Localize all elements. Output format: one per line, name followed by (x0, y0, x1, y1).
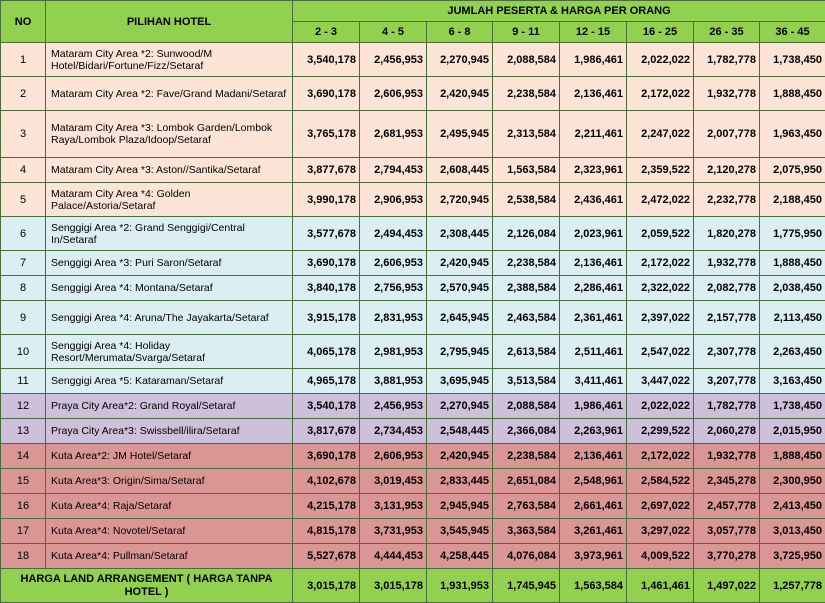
hotel-name: Mataram City Area *2: Sunwood/M Hotel/Bidari/Fortune/Fizz/Setaraf (46, 43, 293, 77)
price-cell: 3,973,961 (560, 544, 627, 569)
table-row (1, 251, 825, 276)
price-cell: 2,075,950 (760, 158, 825, 183)
total-price: 1,461,461 (627, 569, 694, 603)
hotel-name: Kuta Area*2: JM Hotel/Setaraf (46, 444, 293, 469)
price-cell: 1,888,450 (760, 444, 825, 469)
price-cell: 3,725,950 (760, 544, 825, 569)
price-cell: 3,770,278 (694, 544, 760, 569)
price-cell: 2,756,953 (360, 276, 427, 301)
price-cell: 2,831,953 (360, 301, 427, 335)
price-cell: 1,986,461 (560, 43, 627, 77)
total-price: 1,497,022 (694, 569, 760, 603)
price-cell: 2,322,022 (627, 276, 694, 301)
price-cell: 3,207,778 (694, 369, 760, 394)
price-cell: 2,188,450 (760, 183, 825, 217)
hotel-name: Senggigi Area *4: Holiday Resort/Merumata/Svarga/Setaraf (46, 335, 293, 369)
price-cell: 2,413,450 (760, 494, 825, 519)
price-cell: 3,765,178 (293, 111, 360, 158)
price-cell: 2,613,584 (493, 335, 560, 369)
price-cell: 2,238,584 (493, 251, 560, 276)
price-cell: 3,690,178 (293, 251, 360, 276)
price-cell: 3,540,178 (293, 43, 360, 77)
total-row (1, 569, 825, 603)
price-cell: 2,323,961 (560, 158, 627, 183)
price-cell: 2,606,953 (360, 444, 427, 469)
table-body (1, 43, 825, 569)
price-cell: 2,022,022 (627, 394, 694, 419)
price-cell: 2,397,022 (627, 301, 694, 335)
table-row (1, 217, 825, 251)
table-row (1, 444, 825, 469)
hotel-name: Kuta Area*4: Pullman/Setaraf (46, 544, 293, 569)
total-price: 1,257,778 (760, 569, 825, 603)
price-cell: 1,738,450 (760, 43, 825, 77)
price-cell: 2,126,084 (493, 217, 560, 251)
price-cell: 2,608,445 (427, 158, 493, 183)
price-cell: 2,247,022 (627, 111, 694, 158)
price-cell: 1,782,778 (694, 394, 760, 419)
price-cell: 2,263,450 (760, 335, 825, 369)
price-cell: 2,734,453 (360, 419, 427, 444)
price-cell: 1,932,778 (694, 77, 760, 111)
price-cell: 2,232,778 (694, 183, 760, 217)
header-group: JUMLAH PESERTA & HARGA PER ORANG (293, 1, 825, 22)
price-cell: 1,963,450 (760, 111, 825, 158)
table-row (1, 158, 825, 183)
price-cell: 2,022,022 (627, 43, 694, 77)
price-cell: 2,300,950 (760, 469, 825, 494)
price-cell: 2,420,945 (427, 77, 493, 111)
price-cell: 3,163,450 (760, 369, 825, 394)
price-cell: 2,681,953 (360, 111, 427, 158)
price-cell: 2,697,022 (627, 494, 694, 519)
price-cell: 2,136,461 (560, 77, 627, 111)
table-row (1, 301, 825, 335)
price-cell: 2,495,945 (427, 111, 493, 158)
price-cell: 3,411,461 (560, 369, 627, 394)
price-cell: 2,286,461 (560, 276, 627, 301)
row-number: 8 (1, 276, 46, 301)
row-number: 16 (1, 494, 46, 519)
price-cell: 3,013,450 (760, 519, 825, 544)
price-cell: 2,136,461 (560, 444, 627, 469)
price-cell: 3,731,953 (360, 519, 427, 544)
price-cell: 1,563,584 (493, 158, 560, 183)
price-cell: 2,238,584 (493, 77, 560, 111)
price-cell: 3,690,178 (293, 444, 360, 469)
price-cell: 3,447,022 (627, 369, 694, 394)
price-cell: 2,023,961 (560, 217, 627, 251)
price-cell: 2,981,953 (360, 335, 427, 369)
price-cell: 1,738,450 (760, 394, 825, 419)
price-cell: 1,932,778 (694, 444, 760, 469)
price-cell: 2,651,084 (493, 469, 560, 494)
row-number: 15 (1, 469, 46, 494)
price-cell: 4,065,178 (293, 335, 360, 369)
price-cell: 1,775,950 (760, 217, 825, 251)
hotel-name: Senggigi Area *5: Kataraman/Setaraf (46, 369, 293, 394)
price-cell: 2,763,584 (493, 494, 560, 519)
table-row (1, 394, 825, 419)
row-number: 10 (1, 335, 46, 369)
price-cell: 3,690,178 (293, 77, 360, 111)
price-cell: 1,986,461 (560, 394, 627, 419)
hotel-name: Mataram City Area *3: Lombok Garden/Lombok Raya/Lombok Plaza/Idoop/Setaraf (46, 111, 293, 158)
price-cell: 2,361,461 (560, 301, 627, 335)
price-cell: 2,720,945 (427, 183, 493, 217)
row-number: 6 (1, 217, 46, 251)
table-row (1, 183, 825, 217)
price-cell: 3,990,178 (293, 183, 360, 217)
price-cell: 4,102,678 (293, 469, 360, 494)
price-cell: 2,270,945 (427, 394, 493, 419)
table-row (1, 111, 825, 158)
price-cell: 5,527,678 (293, 544, 360, 569)
table-row (1, 519, 825, 544)
price-cell: 3,057,778 (694, 519, 760, 544)
header-range: 9 - 11 (493, 22, 560, 43)
price-cell: 3,545,945 (427, 519, 493, 544)
header-range: 6 - 8 (427, 22, 493, 43)
price-cell: 2,172,022 (627, 251, 694, 276)
row-number: 7 (1, 251, 46, 276)
hotel-name: Senggigi Area *2: Grand Senggigi/Central In/Setaraf (46, 217, 293, 251)
price-cell: 3,881,953 (360, 369, 427, 394)
price-cell: 2,172,022 (627, 77, 694, 111)
header-range: 36 - 45 (760, 22, 825, 43)
price-cell: 2,548,961 (560, 469, 627, 494)
price-cell: 2,606,953 (360, 77, 427, 111)
price-cell: 2,795,945 (427, 335, 493, 369)
header-range: 4 - 5 (360, 22, 427, 43)
price-cell: 4,815,178 (293, 519, 360, 544)
table-row (1, 369, 825, 394)
price-cell: 1,820,278 (694, 217, 760, 251)
price-cell: 2,645,945 (427, 301, 493, 335)
price-cell: 2,088,584 (493, 43, 560, 77)
header-range: 12 - 15 (560, 22, 627, 43)
price-cell: 2,570,945 (427, 276, 493, 301)
row-number: 14 (1, 444, 46, 469)
price-cell: 2,420,945 (427, 251, 493, 276)
row-number: 11 (1, 369, 46, 394)
price-cell: 2,136,461 (560, 251, 627, 276)
price-cell: 2,547,022 (627, 335, 694, 369)
table-row (1, 77, 825, 111)
price-cell: 4,258,445 (427, 544, 493, 569)
price-cell: 2,345,278 (694, 469, 760, 494)
table-row (1, 43, 825, 77)
price-cell: 2,299,522 (627, 419, 694, 444)
header-hotel: PILIHAN HOTEL (46, 1, 293, 43)
price-cell: 2,157,778 (694, 301, 760, 335)
price-cell: 2,313,584 (493, 111, 560, 158)
price-cell: 2,457,778 (694, 494, 760, 519)
total-price: 1,931,953 (427, 569, 493, 603)
price-cell: 2,015,950 (760, 419, 825, 444)
price-cell: 2,388,584 (493, 276, 560, 301)
table-row (1, 494, 825, 519)
price-cell: 2,584,522 (627, 469, 694, 494)
hotel-name: Praya City Area*3: Swissbell/ilira/Setaraf (46, 419, 293, 444)
price-cell: 3,695,945 (427, 369, 493, 394)
price-cell: 4,444,453 (360, 544, 427, 569)
price-cell: 3,540,178 (293, 394, 360, 419)
price-cell: 4,009,522 (627, 544, 694, 569)
price-cell: 1,782,778 (694, 43, 760, 77)
price-cell: 4,076,084 (493, 544, 560, 569)
price-cell: 2,606,953 (360, 251, 427, 276)
price-cell: 2,456,953 (360, 43, 427, 77)
header-range: 2 - 3 (293, 22, 360, 43)
price-cell: 3,261,461 (560, 519, 627, 544)
price-cell: 4,215,178 (293, 494, 360, 519)
hotel-name: Senggigi Area *4: Montana/Setaraf (46, 276, 293, 301)
table-row (1, 335, 825, 369)
price-cell: 2,059,522 (627, 217, 694, 251)
hotel-name: Senggigi Area *3: Puri Saron/Setaraf (46, 251, 293, 276)
row-number: 17 (1, 519, 46, 544)
price-cell: 2,436,461 (560, 183, 627, 217)
price-cell: 2,211,461 (560, 111, 627, 158)
price-cell: 2,366,084 (493, 419, 560, 444)
price-cell: 3,363,584 (493, 519, 560, 544)
price-cell: 2,472,022 (627, 183, 694, 217)
price-cell: 3,915,178 (293, 301, 360, 335)
hotel-name: Kuta Area*4: Novotel/Setaraf (46, 519, 293, 544)
price-cell: 2,172,022 (627, 444, 694, 469)
total-price: 1,563,584 (560, 569, 627, 603)
price-cell: 2,082,778 (694, 276, 760, 301)
price-cell: 2,263,961 (560, 419, 627, 444)
hotel-name: Senggigi Area *4: Aruna/The Jayakarta/Setaraf (46, 301, 293, 335)
price-cell: 2,548,445 (427, 419, 493, 444)
price-cell: 2,538,584 (493, 183, 560, 217)
price-cell: 3,019,453 (360, 469, 427, 494)
price-cell: 2,511,461 (560, 335, 627, 369)
table-row (1, 544, 825, 569)
row-number: 2 (1, 77, 46, 111)
header-range: 26 - 35 (694, 22, 760, 43)
price-cell: 2,060,278 (694, 419, 760, 444)
hotel-name: Mataram City Area *2: Fave/Grand Madani/Setaraf (46, 77, 293, 111)
price-cell: 2,113,450 (760, 301, 825, 335)
row-number: 9 (1, 301, 46, 335)
hotel-name: Kuta Area*3: Origin/Sima/Setaraf (46, 469, 293, 494)
price-cell: 2,307,778 (694, 335, 760, 369)
hotel-name: Mataram City Area *4: Golden Palace/Astoria/Setaraf (46, 183, 293, 217)
row-number: 13 (1, 419, 46, 444)
price-cell: 1,888,450 (760, 77, 825, 111)
price-cell: 2,088,584 (493, 394, 560, 419)
table-row (1, 469, 825, 494)
price-cell: 2,456,953 (360, 394, 427, 419)
price-cell: 1,932,778 (694, 251, 760, 276)
price-cell: 3,877,678 (293, 158, 360, 183)
row-number: 18 (1, 544, 46, 569)
price-cell: 2,420,945 (427, 444, 493, 469)
row-number: 12 (1, 394, 46, 419)
price-cell: 2,120,278 (694, 158, 760, 183)
price-cell: 3,297,022 (627, 519, 694, 544)
header-range: 16 - 25 (627, 22, 694, 43)
price-cell: 2,794,453 (360, 158, 427, 183)
price-cell: 3,131,953 (360, 494, 427, 519)
price-cell: 2,661,461 (560, 494, 627, 519)
price-cell: 4,965,178 (293, 369, 360, 394)
table-row (1, 419, 825, 444)
price-cell: 2,270,945 (427, 43, 493, 77)
price-cell: 2,906,953 (360, 183, 427, 217)
price-cell: 2,833,445 (427, 469, 493, 494)
price-cell: 3,817,678 (293, 419, 360, 444)
price-cell: 3,513,584 (493, 369, 560, 394)
price-cell: 3,577,678 (293, 217, 360, 251)
row-number: 1 (1, 43, 46, 77)
price-cell: 2,945,945 (427, 494, 493, 519)
total-price: 3,015,178 (293, 569, 360, 603)
price-cell: 2,238,584 (493, 444, 560, 469)
price-cell: 2,007,778 (694, 111, 760, 158)
price-cell: 2,038,450 (760, 276, 825, 301)
total-label: HARGA LAND ARRANGEMENT ( HARGA TANPA HOTEL ) (1, 569, 293, 603)
hotel-name: Kuta Area*4: Raja/Setaraf (46, 494, 293, 519)
price-cell: 3,840,178 (293, 276, 360, 301)
total-price: 1,745,945 (493, 569, 560, 603)
row-number: 4 (1, 158, 46, 183)
header-no: NO (1, 1, 46, 43)
price-cell: 2,359,522 (627, 158, 694, 183)
price-cell: 1,888,450 (760, 251, 825, 276)
total-price: 3,015,178 (360, 569, 427, 603)
price-cell: 2,463,584 (493, 301, 560, 335)
price-cell: 2,494,453 (360, 217, 427, 251)
hotel-name: Praya City Area*2: Grand Royal/Setaraf (46, 394, 293, 419)
price-cell: 2,308,445 (427, 217, 493, 251)
hotel-name: Mataram City Area *3: Aston//Santika/Setaraf (46, 158, 293, 183)
table-row (1, 276, 825, 301)
row-number: 5 (1, 183, 46, 217)
row-number: 3 (1, 111, 46, 158)
